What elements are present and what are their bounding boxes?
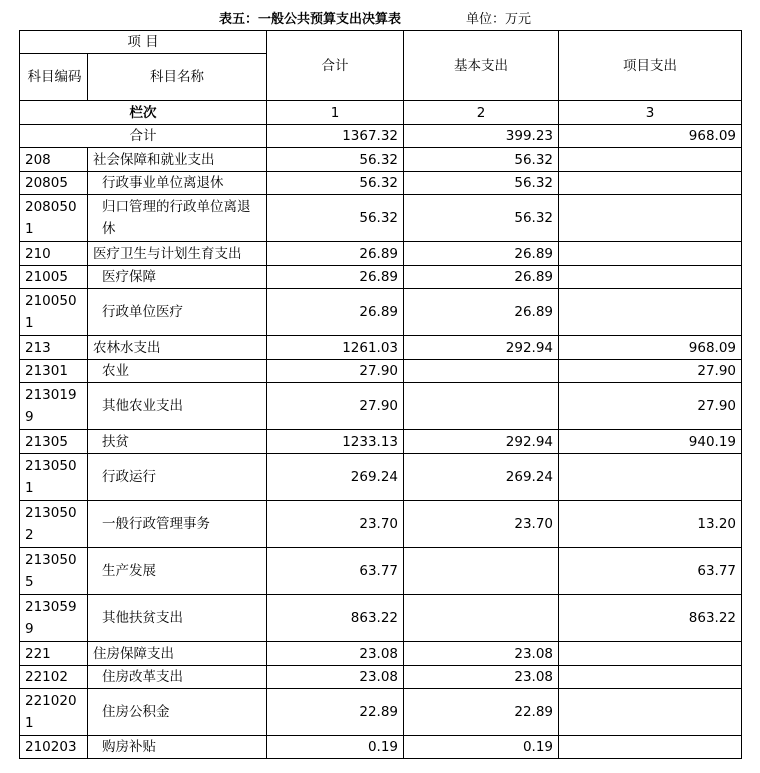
- row-basic: 56.32: [404, 195, 559, 242]
- row-project: [559, 736, 742, 759]
- row-project: [559, 289, 742, 336]
- row-total: 63.77: [267, 548, 404, 595]
- total-label: 合计: [20, 125, 267, 148]
- row-project: [559, 642, 742, 666]
- row-total: 0.19: [267, 736, 404, 759]
- table-row: [20, 148, 742, 172]
- table-row: [20, 501, 742, 548]
- row-total: 27.90: [267, 383, 404, 430]
- row-name: 其他农业支出: [88, 383, 267, 430]
- header-col1: 1: [267, 101, 404, 125]
- header-name: 科目名称: [88, 54, 267, 101]
- row-project: 27.90: [559, 383, 742, 430]
- total-total: 1367.32: [267, 125, 404, 148]
- row-code: 2130502: [20, 501, 88, 548]
- row-code: 213: [20, 336, 88, 360]
- total-project: 968.09: [559, 125, 742, 148]
- table-row: [20, 430, 742, 454]
- row-total: 56.32: [267, 172, 404, 195]
- table-row: [20, 548, 742, 595]
- table-caption: [0, 6, 760, 30]
- row-basic: [404, 548, 559, 595]
- row-code: 221: [20, 642, 88, 666]
- row-name: 其他扶贫支出: [88, 595, 267, 642]
- table-row: [20, 736, 742, 759]
- total-basic: 399.23: [404, 125, 559, 148]
- row-name: 扶贫: [88, 430, 267, 454]
- table-row: [20, 172, 742, 195]
- row-basic: 26.89: [404, 242, 559, 266]
- row-project: 940.19: [559, 430, 742, 454]
- row-code: 2130199: [20, 383, 88, 430]
- table-row: [20, 454, 742, 501]
- row-basic: 0.19: [404, 736, 559, 759]
- header-total: 合计: [267, 31, 404, 101]
- row-total: 1261.03: [267, 336, 404, 360]
- row-name: 农林水支出: [88, 336, 267, 360]
- row-basic: 292.94: [404, 336, 559, 360]
- table-row: [20, 595, 742, 642]
- row-project: [559, 689, 742, 736]
- row-basic: 56.32: [404, 172, 559, 195]
- row-project: [559, 242, 742, 266]
- row-code: 21301: [20, 360, 88, 383]
- header-project: 项 目: [20, 31, 267, 54]
- row-name: 一般行政管理事务: [88, 501, 267, 548]
- row-basic: 26.89: [404, 266, 559, 289]
- row-total: 1233.13: [267, 430, 404, 454]
- row-basic: 26.89: [404, 289, 559, 336]
- row-code: 2080501: [20, 195, 88, 242]
- row-basic: [404, 595, 559, 642]
- header-row-project: [20, 31, 742, 54]
- row-project: [559, 172, 742, 195]
- row-project: 13.20: [559, 501, 742, 548]
- row-basic: 292.94: [404, 430, 559, 454]
- row-basic: 56.32: [404, 148, 559, 172]
- unit-label: 单位：万元: [466, 12, 532, 27]
- table-row: [20, 336, 742, 360]
- table-row: [20, 289, 742, 336]
- budget-table: [19, 30, 742, 759]
- row-project: 863.22: [559, 595, 742, 642]
- row-total: 23.08: [267, 666, 404, 689]
- row-total: 269.24: [267, 454, 404, 501]
- row-project: [559, 195, 742, 242]
- row-basic: 269.24: [404, 454, 559, 501]
- header-col2: 2: [404, 101, 559, 125]
- row-code: 2130501: [20, 454, 88, 501]
- table-row: [20, 689, 742, 736]
- row-basic: [404, 383, 559, 430]
- total-row: [20, 125, 742, 148]
- header-code: 科目编码: [20, 54, 88, 101]
- row-total: 26.89: [267, 242, 404, 266]
- table-row: [20, 383, 742, 430]
- header-lanci: 栏次: [20, 101, 267, 125]
- row-code: 2130599: [20, 595, 88, 642]
- row-basic: 23.08: [404, 642, 559, 666]
- table-row: [20, 242, 742, 266]
- row-code: 21305: [20, 430, 88, 454]
- row-project: [559, 666, 742, 689]
- table-row: [20, 360, 742, 383]
- row-code: 2210201: [20, 689, 88, 736]
- table-row: [20, 666, 742, 689]
- row-name: 行政单位医疗: [88, 289, 267, 336]
- row-name: 住房保障支出: [88, 642, 267, 666]
- row-project: [559, 148, 742, 172]
- row-project: [559, 266, 742, 289]
- row-total: 26.89: [267, 266, 404, 289]
- row-total: 23.70: [267, 501, 404, 548]
- row-name: 行政事业单位离退休: [88, 172, 267, 195]
- header-row-lanci: [20, 101, 742, 125]
- row-name: 社会保障和就业支出: [88, 148, 267, 172]
- row-name: 生产发展: [88, 548, 267, 595]
- header-col3: 3: [559, 101, 742, 125]
- header-basic: 基本支出: [404, 31, 559, 101]
- row-code: 22102: [20, 666, 88, 689]
- row-project: [559, 454, 742, 501]
- table-title: 表五：一般公共预算支出决算表: [219, 12, 402, 27]
- table-row: [20, 642, 742, 666]
- row-name: 购房补贴: [88, 736, 267, 759]
- row-code: 2130505: [20, 548, 88, 595]
- row-name: 住房公积金: [88, 689, 267, 736]
- row-total: 27.90: [267, 360, 404, 383]
- row-name: 农业: [88, 360, 267, 383]
- table-row: [20, 266, 742, 289]
- row-code: 208: [20, 148, 88, 172]
- row-basic: 23.70: [404, 501, 559, 548]
- row-name: 行政运行: [88, 454, 267, 501]
- row-project: 27.90: [559, 360, 742, 383]
- header-project-exp: 项目支出: [559, 31, 742, 101]
- row-basic: [404, 360, 559, 383]
- row-code: 2100501: [20, 289, 88, 336]
- row-total: 863.22: [267, 595, 404, 642]
- row-basic: 23.08: [404, 666, 559, 689]
- table-row: [20, 195, 742, 242]
- row-project: 63.77: [559, 548, 742, 595]
- row-total: 26.89: [267, 289, 404, 336]
- row-name: 住房改革支出: [88, 666, 267, 689]
- row-name: 归口管理的行政单位离退休: [88, 195, 267, 242]
- row-code: 210203: [20, 736, 88, 759]
- row-code: 21005: [20, 266, 88, 289]
- row-name: 医疗卫生与计划生育支出: [88, 242, 267, 266]
- row-total: 56.32: [267, 195, 404, 242]
- row-total: 22.89: [267, 689, 404, 736]
- row-name: 医疗保障: [88, 266, 267, 289]
- row-code: 20805: [20, 172, 88, 195]
- row-project: 968.09: [559, 336, 742, 360]
- row-total: 56.32: [267, 148, 404, 172]
- row-total: 23.08: [267, 642, 404, 666]
- row-basic: 22.89: [404, 689, 559, 736]
- row-code: 210: [20, 242, 88, 266]
